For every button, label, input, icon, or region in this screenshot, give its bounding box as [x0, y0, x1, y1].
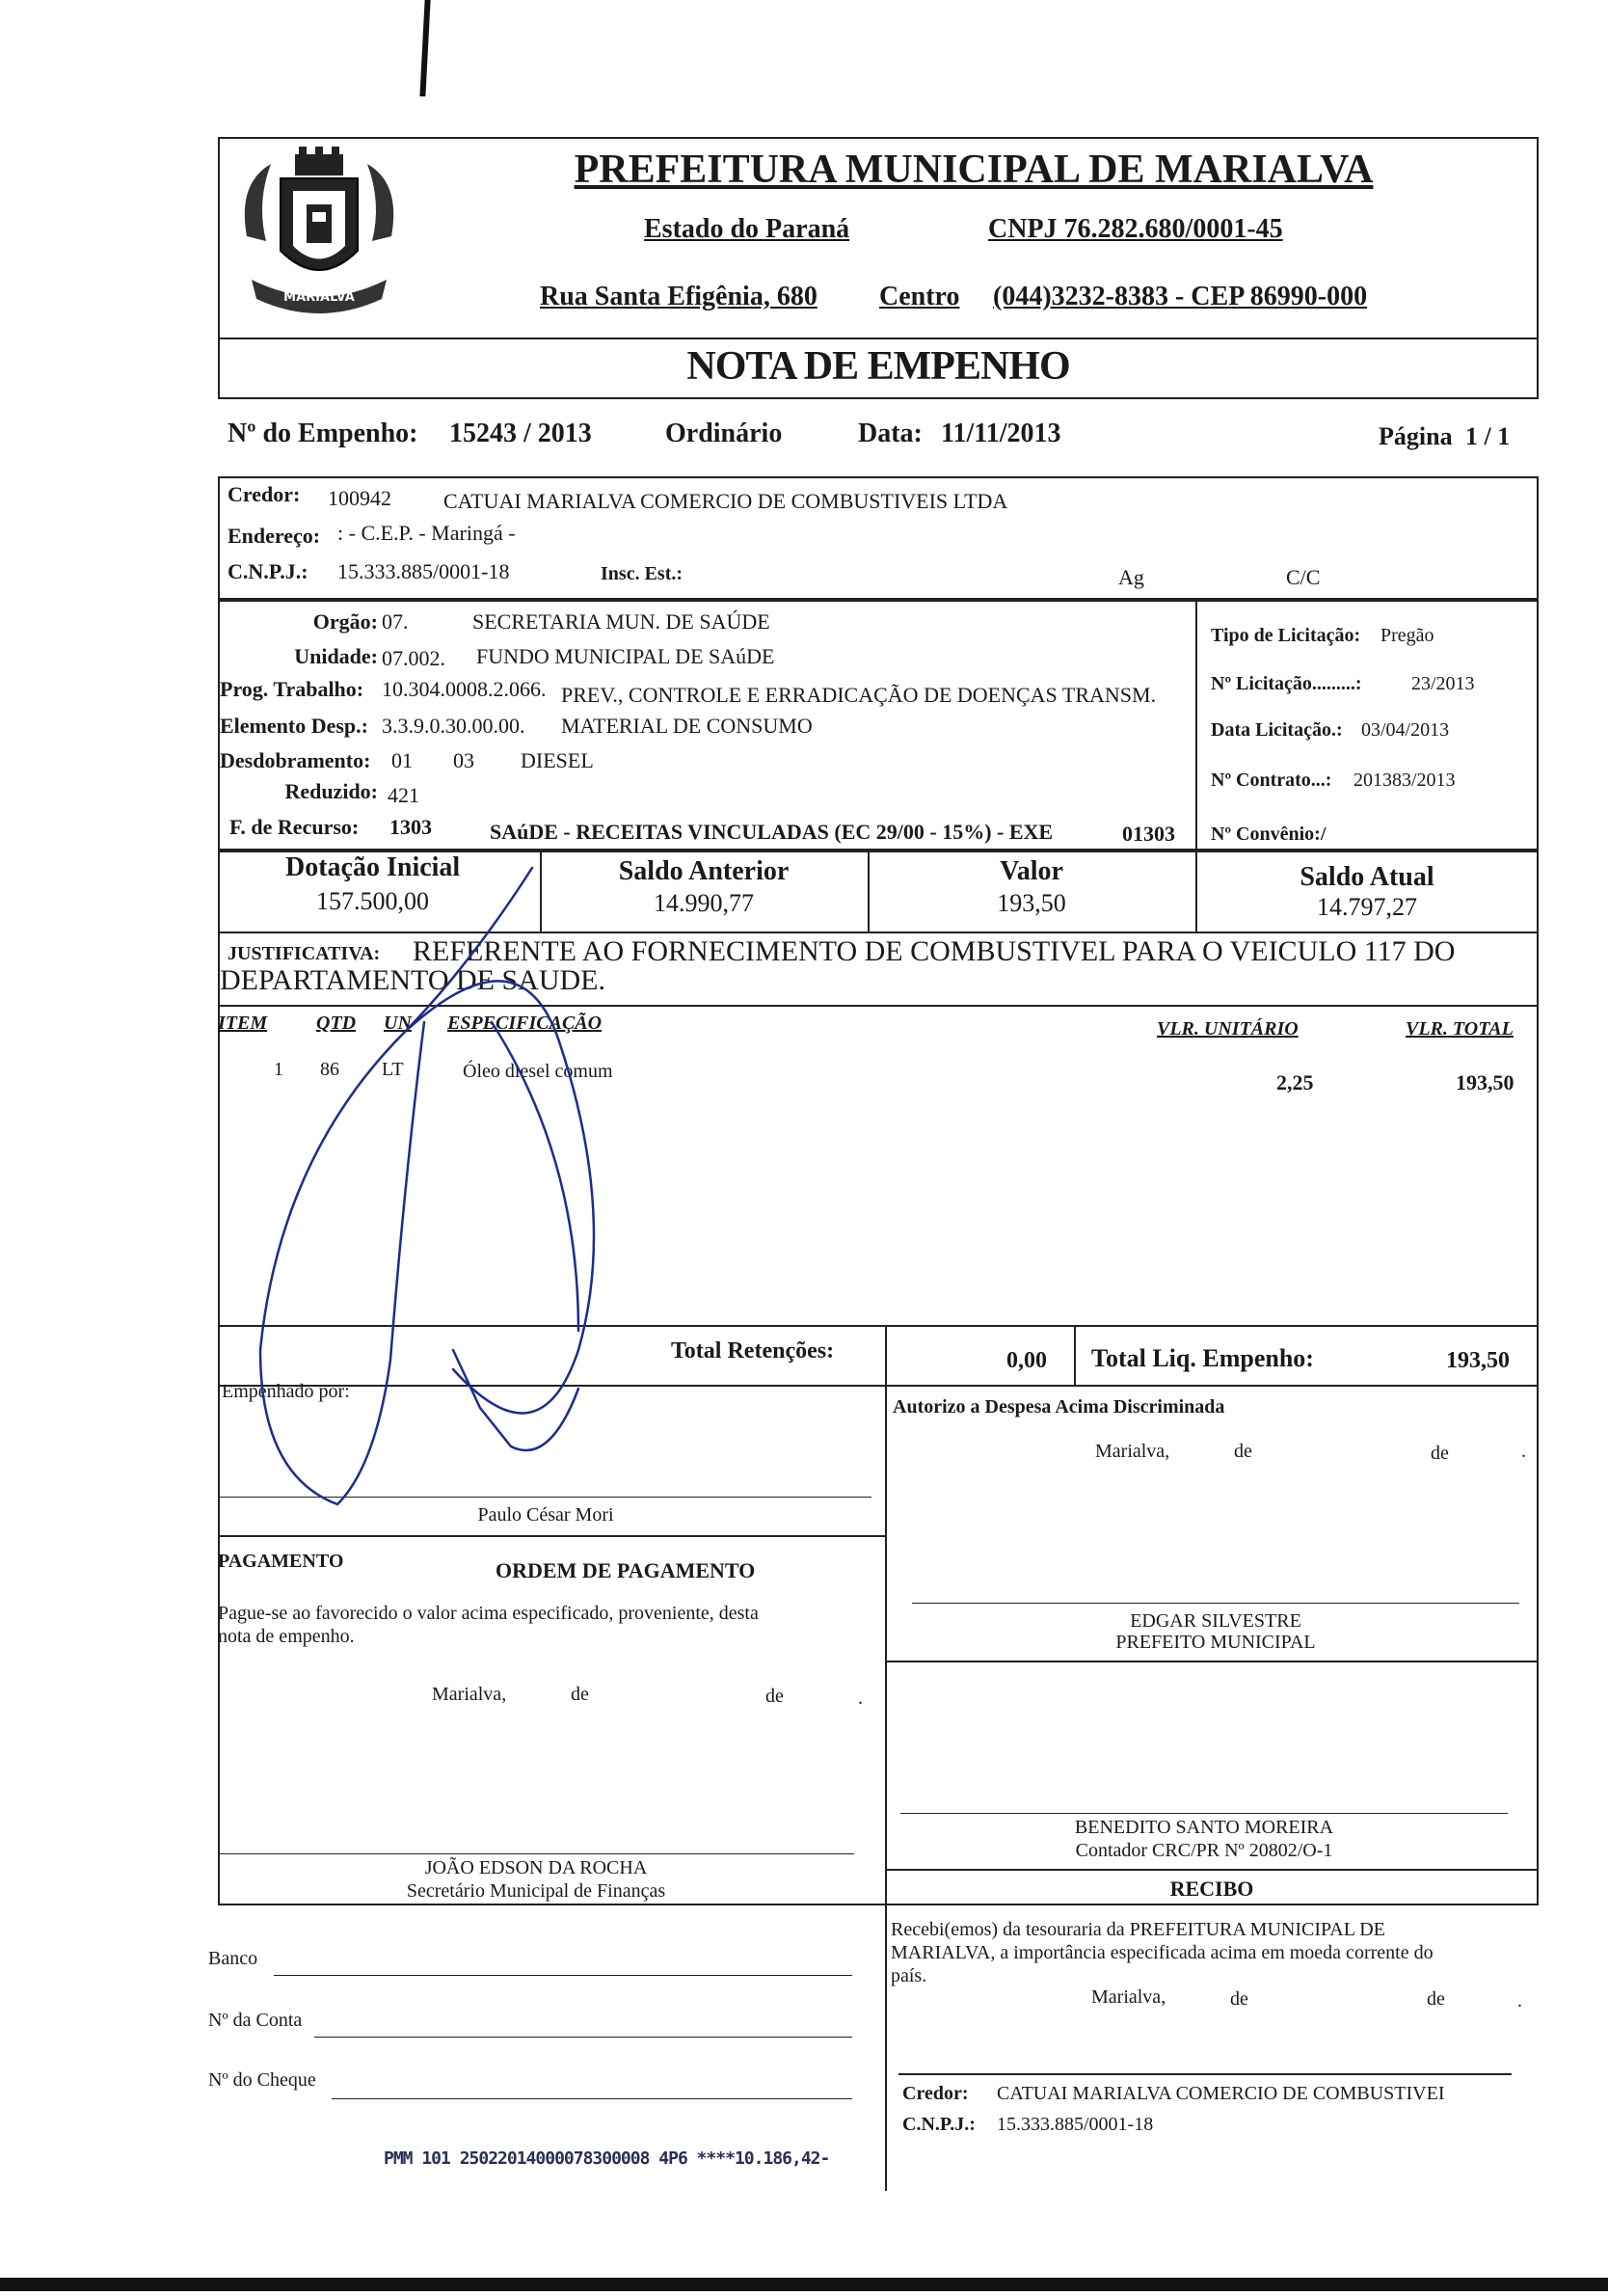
conta-line[interactable]: [314, 2037, 852, 2038]
street-address: Rua Santa Efigênia, 680: [540, 282, 817, 311]
unidade-code: 07.002.: [382, 646, 445, 670]
scan-mark: [419, 0, 430, 96]
ordem-pagamento-title: ORDEM DE PAGAMENTO: [496, 1558, 756, 1582]
prefeito-role: PREFEITO MUNICIPAL: [1115, 1632, 1316, 1653]
credor-name: CATUAI MARIALVA COMERCIO DE COMBUSTIVEIS LTDA: [443, 489, 1008, 513]
row-item: 1: [274, 1059, 283, 1080]
empenho-date-label: Data:: [858, 419, 923, 448]
ag-label: Ag: [1118, 565, 1144, 589]
justificativa-label: JUSTIFICATIVA:: [228, 943, 381, 964]
recurso-code-2: 01303: [1122, 822, 1175, 846]
dotacao-label: Dotação Inicial: [285, 852, 461, 882]
credor-footer-cnpj-label: C.N.P.J.:: [902, 2114, 976, 2135]
retencoes-label: Total Retenções:: [671, 1338, 835, 1364]
convenio-label: Nº Convênio:/: [1211, 824, 1327, 845]
row-qtd: 86: [320, 1059, 339, 1080]
cc-label: C/C: [1286, 565, 1321, 589]
valor-value: 193,50: [997, 889, 1066, 917]
justificativa-box: [218, 932, 1539, 1905]
justificativa-line-1: REFERENTE AO FORNECIMENTO DE COMBUSTIVEL PARA O VEICULO 117 DO: [413, 935, 1456, 967]
cheque-label: Nº do Cheque: [208, 2069, 316, 2091]
prog-name: PREV., CONTROLE E ERRADICAÇÃO DE DOENÇAS TRANSM.: [561, 683, 1157, 707]
secretario-sign-line: [218, 1853, 854, 1854]
page-number: 1 / 1: [1465, 422, 1511, 450]
doc-title: NOTA DE EMPENHO: [686, 344, 1070, 389]
orgao-name: SECRETARIA MUN. DE SAÚDE: [472, 609, 770, 634]
pagamento-place: Marialva,: [432, 1684, 507, 1705]
col-qtd: QTD: [316, 1013, 357, 1034]
row-unit-value: 2,25: [1276, 1070, 1314, 1094]
saldo-atual-label: Saldo Atual: [1300, 862, 1434, 892]
prefeito-bottom-line: [885, 1661, 1539, 1662]
autorizo-dot: .: [1521, 1441, 1526, 1462]
recibo-de-2: de: [1427, 1988, 1445, 2010]
autorizo-de-1: de: [1234, 1441, 1252, 1462]
orgao-code: 07.: [382, 609, 409, 634]
recurso-code: 1303: [389, 815, 432, 839]
dotacao-value: 157.500,00: [316, 887, 429, 915]
justificativa-bottom-line: [218, 1005, 1539, 1007]
pagamento-dot: .: [858, 1688, 863, 1709]
autorizo-de-2: de: [1431, 1443, 1449, 1464]
phone-cep: (044)3232-8383 - CEP 86990-000: [993, 282, 1368, 311]
cnpj-value: 15.333.885/0001-18: [337, 559, 510, 583]
row-un: LT: [382, 1059, 404, 1080]
payment-stamp: PMM 101 25022014000078300008 4P6 ****10.186,42-: [384, 2148, 830, 2169]
coat-of-arms-logo: [228, 145, 411, 323]
lower-center-divider: [885, 1385, 887, 2191]
col-item: ITEM: [218, 1013, 268, 1034]
pagamento-text-1: Pague-se ao favorecido o valor acima especificado, proveniente, desta: [218, 1603, 759, 1624]
cnpj-label: C.N.P.J.:: [228, 559, 308, 583]
tipo-licitacao-value: Pregão: [1380, 625, 1434, 646]
elemento-name: MATERIAL DE CONSUMO: [561, 714, 813, 738]
recibo-line-3: país.: [891, 1965, 927, 1986]
banco-line[interactable]: [274, 1975, 852, 1976]
orgao-label: Orgão:: [312, 609, 378, 634]
empenhado-bottom-line: [218, 1535, 885, 1537]
num-licitacao-value: 23/2013: [1411, 673, 1475, 694]
empenhado-label: Empenhado por:: [222, 1381, 350, 1402]
credor-code: 100942: [328, 486, 391, 510]
recibo-line-2: MARIALVA, a importância especificada acima em moeda corrente do: [891, 1942, 1434, 1963]
contador-name: BENEDITO SANTO MOREIRA: [1074, 1817, 1334, 1838]
coat-of-arms-text: MARIALVA: [283, 290, 355, 305]
banco-label: Banco: [208, 1948, 258, 1969]
unidade-name: FUNDO MUNICIPAL DE SAúDE: [476, 644, 775, 668]
empenhado-sign-line: [220, 1497, 871, 1498]
num-licitacao-label: Nº Licitação.........:: [1211, 673, 1362, 694]
data-licitacao-label: Data Licitação.:: [1211, 719, 1343, 741]
credor-footer-top-line: [898, 2073, 1512, 2075]
reduzido-value: 421: [388, 783, 419, 807]
credor-label: Credor:: [228, 482, 301, 506]
recurso-label: F. de Recurso:: [229, 815, 360, 839]
cheque-line[interactable]: [332, 2098, 852, 2099]
tipo-licitacao-label: Tipo de Licitação:: [1211, 625, 1361, 646]
district: Centro: [879, 282, 960, 311]
scan-bottom-edge: [0, 2278, 1608, 2291]
col-un: UN: [384, 1013, 412, 1034]
prog-label: Prog. Trabalho:: [220, 677, 364, 701]
credor-footer-label: Credor:: [902, 2083, 969, 2104]
pagamento-label: PAGAMENTO: [218, 1551, 344, 1572]
state-label: Estado do Paraná: [644, 214, 850, 244]
secretario-role: Secretário Municipal de Finanças: [406, 1880, 666, 1902]
org-title: PREFEITURA MUNICIPAL DE MARIALVA: [574, 148, 1374, 192]
pagamento-text-2: nota de empenho.: [218, 1626, 355, 1647]
prog-code: 10.304.0008.2.066.: [382, 677, 547, 701]
conta-label: Nº da Conta: [208, 2010, 303, 2031]
saldo-atual-value: 14.797,27: [1317, 893, 1417, 921]
liq-label: Total Liq. Empenho:: [1091, 1344, 1314, 1372]
contador-sign-line: [900, 1813, 1508, 1814]
recibo-dot: .: [1517, 1990, 1522, 2012]
liq-value: 193,50: [1446, 1348, 1510, 1373]
reduzido-label: Reduzido:: [284, 779, 378, 803]
empenho-type: Ordinário: [665, 419, 783, 448]
desdob-code-1: 01: [391, 748, 413, 772]
prefeito-name: EDGAR SILVESTRE: [1130, 1610, 1301, 1632]
insc-label: Insc. Est.:: [601, 563, 683, 584]
totals-div-2: [1074, 1325, 1076, 1385]
saldo-anterior-label: Saldo Anterior: [618, 856, 790, 886]
row-spec: Óleo diesel comum: [463, 1061, 613, 1082]
recibo-de-1: de: [1230, 1988, 1248, 2010]
data-licitacao-value: 03/04/2013: [1361, 719, 1450, 741]
justificativa-line-2: DEPARTAMENTO DE SAUDE.: [220, 964, 605, 996]
empenho-number-label: Nº do Empenho:: [228, 419, 418, 448]
retencoes-value: 0,00: [1006, 1348, 1047, 1373]
col-spec: ESPECIFICAÇÃO: [447, 1013, 603, 1034]
credor-footer-cnpj: 15.333.885/0001-18: [997, 2114, 1154, 2135]
page-label: Página: [1379, 422, 1453, 450]
desdob-label: Desdobramento:: [220, 748, 371, 772]
contrato-label: Nº Contrato...:: [1211, 770, 1332, 791]
row-total-value: 193,50: [1456, 1070, 1514, 1094]
address-value: : - C.E.P. - Maringá -: [337, 521, 516, 545]
contrato-value: 201383/2013: [1353, 770, 1456, 791]
col-total-value: VLR. TOTAL: [1406, 1018, 1514, 1040]
recibo-line-1: Recebi(emos) da tesouraria da PREFEITURA MUNICIPAL DE: [891, 1919, 1385, 1940]
col-unit-value: VLR. UNITÁRIO: [1157, 1018, 1299, 1040]
empenho-date: 11/11/2013: [941, 419, 1061, 448]
elemento-code: 3.3.9.0.30.00.00.: [382, 714, 525, 738]
address-label: Endereço:: [228, 524, 321, 548]
totals-top-line: [218, 1325, 1539, 1327]
contador-role: Contador CRC/PR Nº 20802/O-1: [1075, 1840, 1333, 1861]
valor-label: Valor: [1000, 856, 1063, 886]
recurso-name: SAúDE - RECEITAS VINCULADAS (EC 29/00 - 15%) - EXE: [490, 820, 1054, 844]
empenhado-name: Paulo César Mori: [477, 1504, 614, 1526]
pagamento-de-2: de: [765, 1686, 784, 1707]
recibo-place: Marialva,: [1091, 1986, 1166, 2008]
recibo-title: RECIBO: [1169, 1877, 1254, 1901]
empenho-number: 15243 / 2013: [449, 419, 592, 448]
prefeito-sign-line: [912, 1603, 1519, 1604]
autorizo-title: Autorizo a Despesa Acima Discriminada: [893, 1396, 1225, 1418]
secretario-name: JOÃO EDSON DA ROCHA: [424, 1857, 648, 1878]
contador-bottom-line: [885, 1869, 1539, 1871]
pagamento-de-1: de: [571, 1684, 589, 1705]
saldo-anterior-value: 14.990,77: [654, 889, 754, 917]
budget-divider: [1195, 600, 1197, 851]
elemento-label: Elemento Desp.:: [220, 714, 368, 738]
totals-div-1: [885, 1325, 887, 1385]
unidade-label: Unidade:: [294, 644, 378, 668]
desdob-code-2: 03: [453, 748, 474, 772]
credor-footer-name: CATUAI MARIALVA COMERCIO DE COMBUSTIVEI: [997, 2083, 1445, 2104]
totals-bottom-line: [218, 1385, 1539, 1387]
autorizo-place: Marialva,: [1095, 1441, 1170, 1462]
desdob-name: DIESEL: [521, 748, 594, 772]
org-cnpj: CNPJ 76.282.680/0001-45: [988, 214, 1283, 244]
